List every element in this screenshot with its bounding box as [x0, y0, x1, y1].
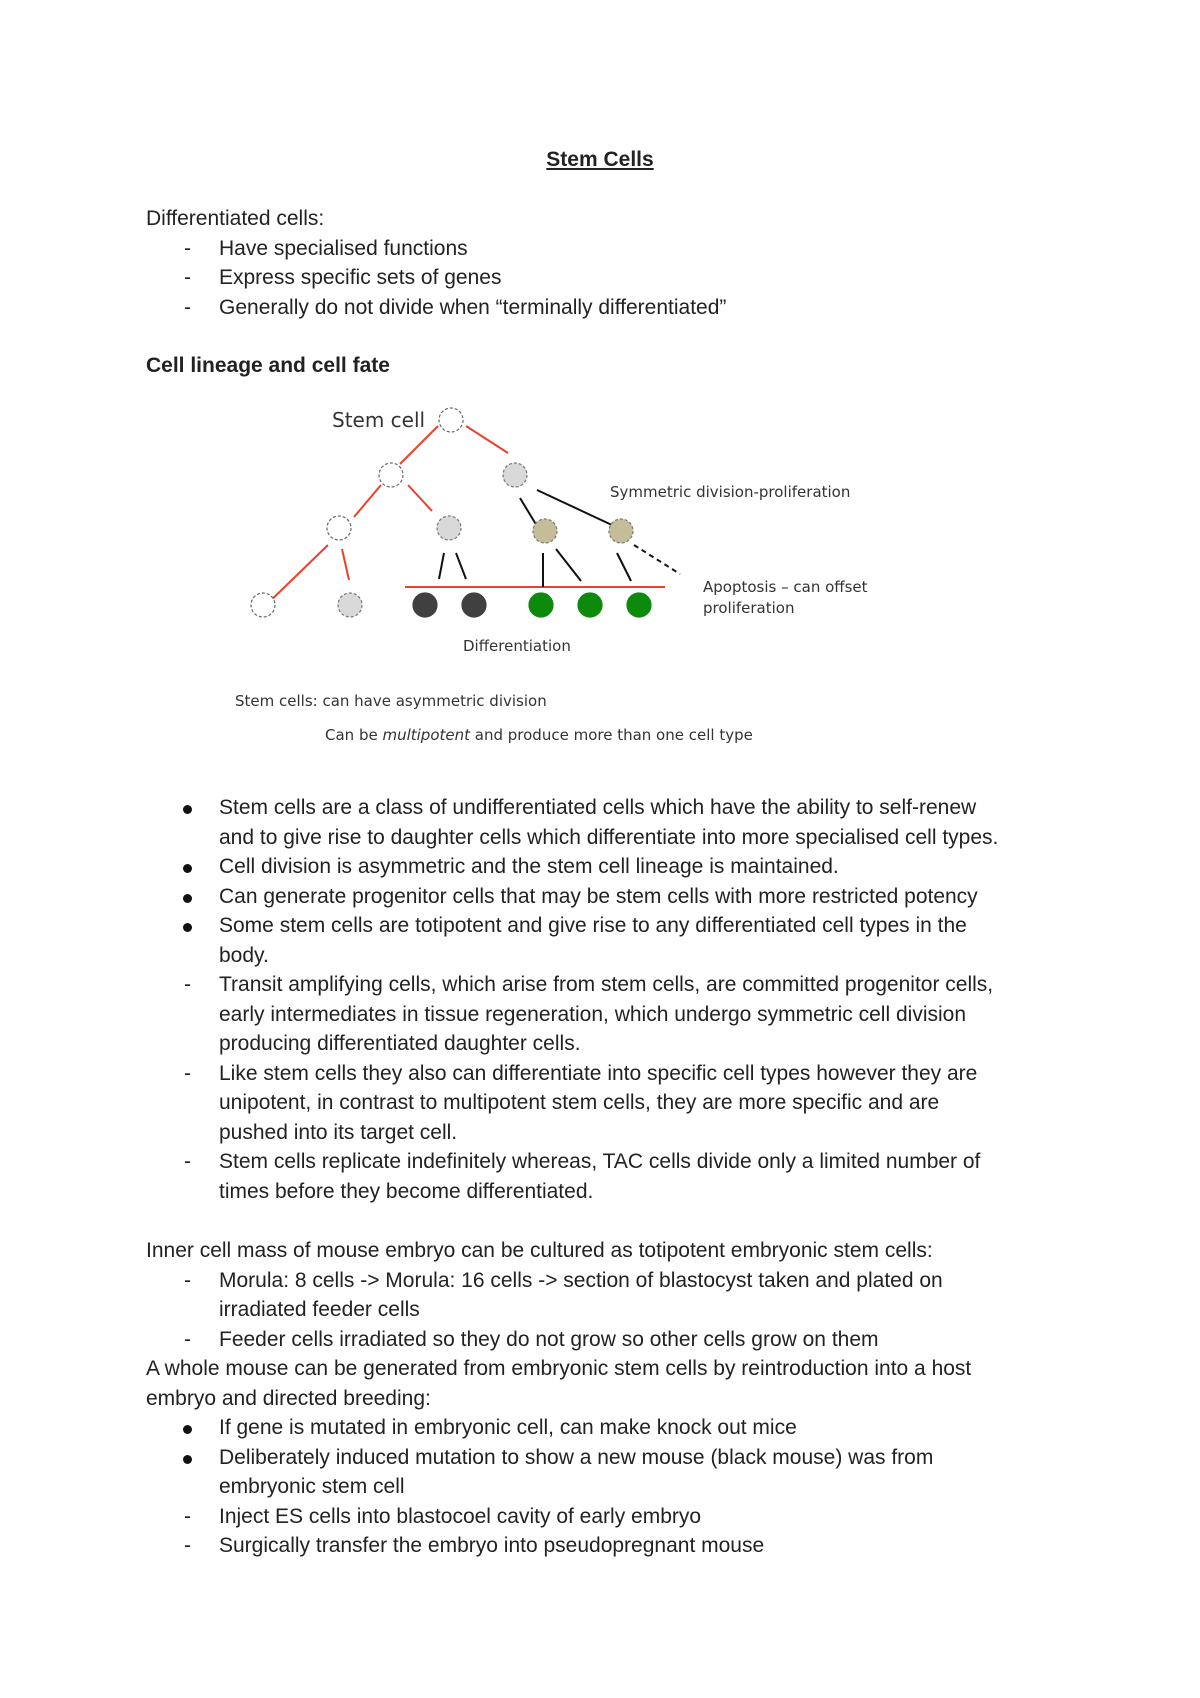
- list-item-line: Transit amplifying cells, which arise from stem cells, are committed progenitor cells,: [219, 973, 994, 996]
- list-item-line: producing differentiated daughter cells.: [219, 1032, 581, 1055]
- section-heading: Cell lineage and cell fate: [146, 354, 390, 377]
- intro-text: Differentiated cells:: [146, 207, 325, 230]
- list-item-line: If gene is mutated in embryonic cell, can make knock out mice: [219, 1416, 797, 1439]
- lineage-cells: [251, 408, 651, 617]
- dash-marker: -: [184, 266, 191, 289]
- list-item: [146, 293, 1066, 323]
- document-title: Stem Cells: [546, 148, 654, 171]
- cell-level3-b: [338, 593, 362, 617]
- section-heading-block: [146, 351, 1066, 381]
- list-item: [146, 911, 1066, 970]
- line-tan1-to-green2: [556, 549, 581, 581]
- list-item-line: times before they become differentiated.: [219, 1179, 594, 1203]
- cell-level2-tan1: [533, 519, 557, 543]
- list-item-line: Cell division is asymmetric and the stem cell lineage is maintained.: [219, 855, 839, 878]
- intro-section: [146, 204, 1066, 322]
- line-l1-to-l2b: [408, 485, 432, 511]
- stem-cell-points: [146, 793, 1066, 1206]
- list-item: [146, 793, 1066, 852]
- line-gray-to-dark2: [456, 553, 466, 579]
- line-stem-to-right: [466, 426, 508, 453]
- lineage-red-lines: [263, 426, 665, 608]
- dash-marker: -: [184, 1534, 191, 1557]
- caption-prefix: Can be: [325, 726, 383, 744]
- stem-cell-circle: [439, 408, 463, 432]
- list-item: [146, 970, 1066, 1059]
- list-item-line: Inject ES cells into blastocoel cavity of early embryo: [219, 1504, 702, 1528]
- caption-emphasis: multipotent: [382, 726, 471, 744]
- bullet-marker: [183, 1425, 192, 1434]
- list-item-line: body.: [219, 943, 269, 967]
- list-item: [146, 263, 1066, 293]
- cell-dark-2: [462, 593, 486, 617]
- list-item: [146, 1443, 1066, 1502]
- points-list: [146, 793, 1066, 1206]
- apoptosis-dashed-line: [634, 545, 680, 574]
- list-item-line: Have specialised functions: [219, 236, 468, 260]
- list-item-line: Deliberately induced mutation to show a new mouse (black mouse) was from: [219, 1445, 934, 1469]
- list-item: [146, 1413, 1066, 1443]
- list-item-line: unipotent, in contrast to multipotent stem cells, they are more specific and are: [219, 1091, 940, 1114]
- cell-lineage-diagram: [225, 398, 895, 758]
- symmetric-division-label: Symmetric division-proliferation: [610, 483, 851, 501]
- bullet-marker: [183, 923, 192, 932]
- list-item: [146, 1325, 1066, 1355]
- cell-level2-b: [437, 516, 461, 540]
- list-item: [146, 1059, 1066, 1148]
- mouse-intro-line2: embryo and directed breeding:: [146, 1386, 431, 1410]
- list-item-line: Feeder cells irradiated so they do not grow so other cells grow on them: [219, 1327, 879, 1351]
- list-item-line: pushed into its target cell.: [219, 1120, 458, 1144]
- cell-lineage-svg: [225, 398, 895, 758]
- bullet-marker: [183, 805, 192, 814]
- bullet-marker: [183, 1455, 192, 1464]
- diagram-caption-line1: Stem cells: can have asymmetric division: [235, 692, 547, 710]
- dash-marker: -: [184, 1504, 191, 1528]
- list-item-line: Surgically transfer the embryo into pseudopregnant mouse: [219, 1534, 765, 1557]
- cell-level2-a: [327, 516, 351, 540]
- list-item-line: Express specific sets of genes: [219, 266, 502, 289]
- dash-marker: -: [184, 973, 191, 996]
- list-item-line: early intermediates in tissue regeneration, which undergo symmetric cell division: [219, 1002, 967, 1026]
- list-item: [146, 1531, 1066, 1561]
- cell-level1-right: [503, 463, 527, 487]
- bullet-marker: [183, 864, 192, 873]
- list-item-line: Generally do not divide when “terminally differentiated”: [219, 295, 727, 319]
- cell-green-1: [529, 593, 553, 617]
- icm-list: [146, 1266, 1066, 1355]
- icm-intro: Inner cell mass of mouse embryo can be cultured as totipotent embryonic stem cells:: [146, 1239, 933, 1262]
- list-item-line: Stem cells are a class of undifferentiated cells which have the ability to self-renew: [219, 796, 977, 819]
- cell-green-2: [578, 593, 602, 617]
- diagram-caption-line2: [325, 726, 753, 744]
- list-item: [146, 1147, 1066, 1206]
- line-l1-to-l2a: [354, 485, 381, 517]
- mouse-intro-line1: A whole mouse can be generated from embryonic stem cells by reintroduction into a host: [146, 1357, 972, 1380]
- dash-marker: -: [184, 295, 191, 319]
- dash-marker: -: [184, 1268, 191, 1292]
- list-item-line: Some stem cells are totipotent and give rise to any differentiated cell types in the: [219, 914, 967, 937]
- list-item-line: Stem cells replicate indefinitely whereas, TAC cells divide only a limited number of: [219, 1150, 981, 1173]
- apoptosis-label-line1: Apoptosis – can offset: [703, 578, 868, 596]
- cell-dark-1: [413, 593, 437, 617]
- intro-list: [146, 234, 1066, 323]
- line-l2a-to-l3b: [342, 549, 349, 580]
- line-tan2-to-green3: [617, 553, 631, 581]
- cell-level2-tan2: [609, 519, 633, 543]
- cell-level3-a: [251, 593, 275, 617]
- differentiation-label: Differentiation: [463, 637, 571, 655]
- list-item: [146, 234, 1066, 264]
- cell-green-3: [627, 593, 651, 617]
- list-item-line: Can generate progenitor cells that may be stem cells with more restricted potency: [219, 884, 978, 908]
- stem-cell-label: Stem cell: [332, 408, 426, 432]
- lineage-black-lines: [439, 490, 680, 587]
- dash-marker: -: [184, 236, 191, 260]
- cell-level1-left: [379, 463, 403, 487]
- list-item-line: Like stem cells they also can differentiate into specific cell types however they are: [219, 1061, 978, 1085]
- line-gray-to-dark1: [439, 553, 444, 579]
- mouse-list: [146, 1413, 1066, 1561]
- list-item-line: Morula: 8 cells -> Morula: 16 cells -> section of blastocyst taken and plated on: [219, 1268, 943, 1292]
- list-item: [146, 882, 1066, 912]
- list-item: [146, 1266, 1066, 1325]
- list-item-line: and to give rise to daughter cells which differentiate into more specialised cell types.: [219, 825, 999, 849]
- bullet-marker: [183, 894, 192, 903]
- dash-marker: -: [184, 1327, 191, 1351]
- list-item: [146, 1502, 1066, 1532]
- line-r1-to-tan1: [520, 498, 537, 526]
- list-item-line: embryonic stem cell: [219, 1475, 405, 1498]
- icm-section: [146, 1236, 1066, 1561]
- caption-suffix: and produce more than one cell type: [470, 726, 753, 744]
- list-item-line: irradiated feeder cells: [219, 1298, 420, 1321]
- list-item: [146, 852, 1066, 882]
- apoptosis-label-line2: proliferation: [703, 599, 795, 617]
- dash-marker: -: [184, 1061, 191, 1085]
- dash-marker: -: [184, 1150, 191, 1173]
